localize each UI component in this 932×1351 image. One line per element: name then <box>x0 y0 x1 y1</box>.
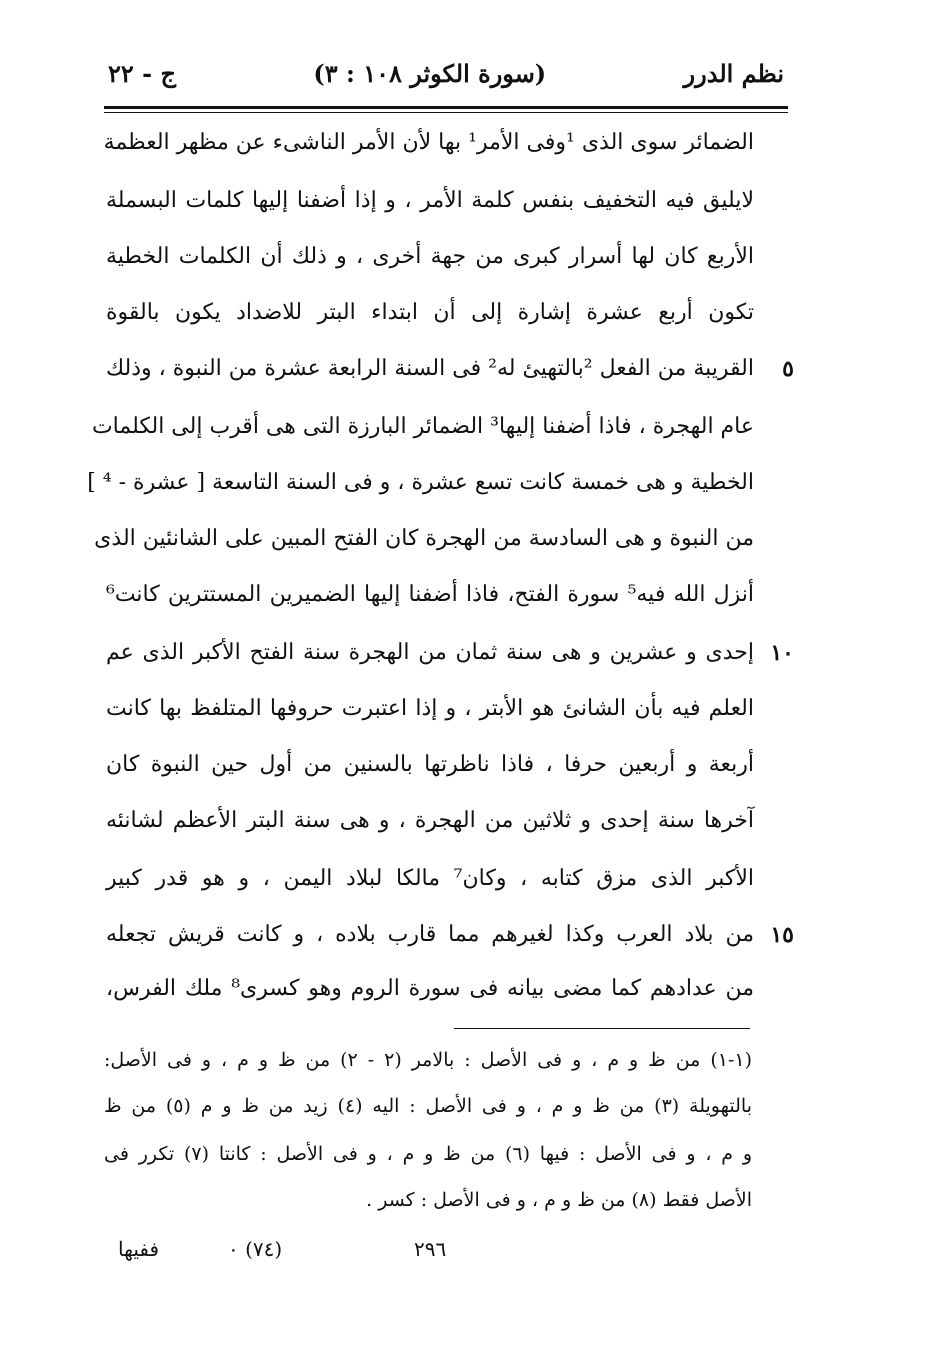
text-line: تكون أربع عشرة إشارة إلى أن ابتداء البتر للاضداد يكون بالقوة <box>106 300 754 325</box>
text-line: من بلاد العرب وكذا لغيرهم مما قارب بلاده ، و كانت قريش تجعله <box>106 922 754 947</box>
signature-mark: (٧٤) ٠ <box>228 1237 283 1261</box>
page-number: ٢٩٦ <box>414 1237 447 1261</box>
book-title: نظم الدرر <box>683 58 784 88</box>
line-number: ٥ <box>782 356 794 382</box>
running-header <box>108 52 784 94</box>
text-line: إحدى و عشرين و هى سنة ثمان من الهجرة سنة الفتح الأكبر الذى عم <box>106 640 754 665</box>
footnote-line: (١-١) من ظ و م ، و فى الأصل : بالامر (٢ - ٢) من ظ و م ، و فى الأصل: <box>104 1049 753 1071</box>
footnote-line: الأصل فقط (٨) من ظ و م ، و فى الأصل : كسر . <box>366 1189 752 1211</box>
line-number: ١٠ <box>770 640 794 666</box>
header-rule-thin <box>104 112 788 113</box>
text-line: الضمائر سوى الذى ¹وفى الأمر¹ بها لأن الأمر الناشىء عن مظهر العظمة <box>103 130 754 155</box>
text-line: من النبوة و هى السادسة من الهجرة كان الفتح المبين على الشانئين الذى <box>94 526 754 551</box>
text-line: من عدادهم كما مضى بيانه فى سورة الروم وهو كسرى⁸ ملك الفرس، <box>106 976 754 1001</box>
text-line: أنزل الله فيه⁵ سورة الفتح، فاذا أضفنا إليها الضميرين المستترين كانت⁶ <box>106 582 754 607</box>
line-number: ١٥ <box>770 922 794 948</box>
header-rule <box>104 106 788 109</box>
volume-number: ج - ٢٢ <box>108 58 176 88</box>
text-line: آخرها سنة إحدى و ثلاثين من الهجرة ، و هى سنة البتر الأعظم لشانئه <box>106 808 754 833</box>
text-line: الخطية و هى خمسة كانت تسع عشرة ، و فى السنة التاسعة [ عشرة - ⁴ ] <box>87 470 754 495</box>
catchword: ففيها <box>118 1237 160 1261</box>
text-line: عام الهجرة ، فاذا أضفنا إليها³ الضمائر البارزة التى هى أقرب إلى الكلمات <box>91 414 754 439</box>
footnote-separator <box>454 1028 750 1029</box>
surah-reference: (سورة الكوثر ١٠٨ : ٣) <box>313 58 547 88</box>
text-line: القريبة من الفعل ²بالتهيئ له² فى السنة الرابعة عشرة من النبوة ، وذلك <box>106 356 754 381</box>
footnote-line: و م ، و فى الأصل : فيها (٦) من ظ و م ، و فى الأصل : كانتا (٧) تكرر فى <box>104 1143 752 1165</box>
text-line: العلم فيه بأن الشانئ هو الأبتر ، و إذا اعتبرت حروفها المتلفظ بها كانت <box>106 696 755 721</box>
footnote-line: بالتهويلة (٣) من ظ و م ، و فى الأصل : اليه (٤) زيد من ظ و م (٥) من ظ <box>104 1095 752 1117</box>
text-line: الأكبر الذى مزق كتابه ، وكان⁷ مالكا لبلاد اليمن ، و هو قدر كبير <box>106 866 754 891</box>
text-line: لايليق فيه التخفيف بنفس كلمة الأمر ، و إذا أضفنا إليها كلمات البسملة <box>106 188 754 213</box>
text-line: الأربع كان لها أسرار كبرى من جهة أخرى ، و ذلك أن الكلمات الخطية <box>106 244 754 269</box>
text-line: أربعة و أربعين حرفا ، فاذا ناظرتها بالسنين من أول حين النبوة كان <box>106 752 754 777</box>
